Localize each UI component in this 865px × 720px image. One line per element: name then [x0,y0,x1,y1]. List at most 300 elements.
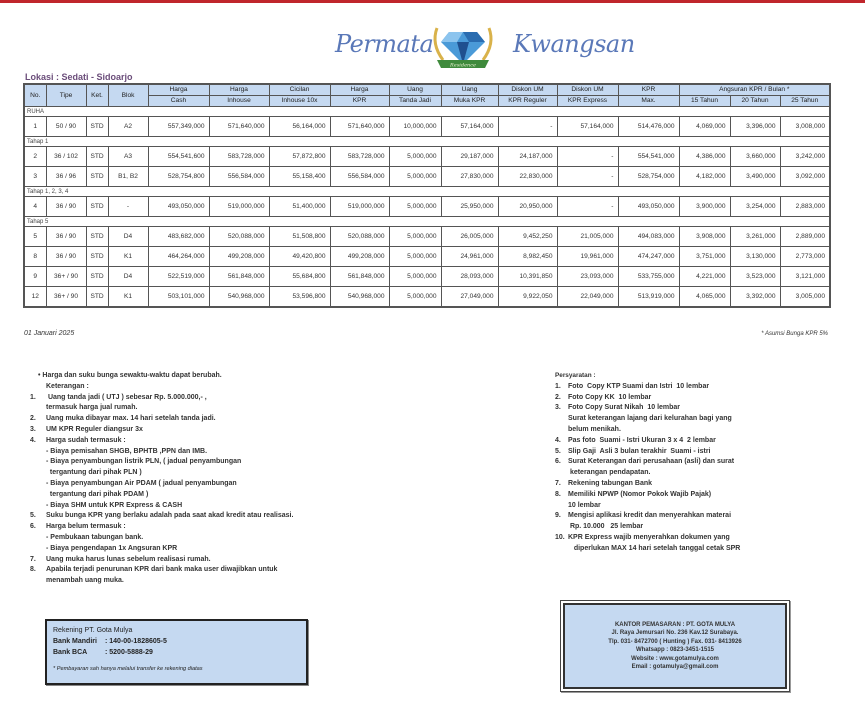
requirement-number [555,501,568,512]
col-subheader-diskon-express: KPR Express [557,96,618,107]
requirement-number [555,522,568,533]
cell-kpr-max: 513,919,000 [618,287,679,307]
note-line [30,436,293,447]
requirement-number: 4. [555,436,561,444]
requirement-line [555,511,740,522]
cell-harga-cash: 503,101,000 [148,287,209,307]
cell-angsuran-25: 3,121,000 [780,267,830,287]
bank-account-title: Rekening PT. Gota Mulya [53,627,133,634]
cell-angsuran-25: 2,773,000 [780,247,830,267]
requirement-text: KPR Express wajib menyerahkan dokumen yang [568,533,730,541]
cell-harga-kpr: 561,848,000 [330,267,389,287]
diamond-logo-icon [423,22,503,74]
cell-cicilan: 51,508,800 [269,227,330,247]
cell-diskon-reguler: 9,922,050 [498,287,557,307]
cell-angsuran-20: 3,392,000 [730,287,780,307]
requirement-number: 1. [555,382,561,390]
cell-angsuran-25: 3,008,000 [780,117,830,137]
requirement-number: 10. [555,533,565,541]
col-subheader-tanda-jadi: Tanda Jadi [389,96,441,107]
cell-harga-kpr: 540,968,000 [330,287,389,307]
col-header-25-tahun: 25 Tahun [780,96,830,107]
col-header-harga-kpr: Harga [330,84,389,96]
cell-tipe: 36 / 96 [46,167,86,187]
cell-diskon-reguler: 8,982,450 [498,247,557,267]
col-header-tanda-jadi: Uang [389,84,441,96]
cell-ket: STD [86,247,108,267]
note-number: 7. [30,555,36,563]
note-text: Uang muka dibayar max. 14 hari setelah tanda jadi. [46,415,216,423]
requirement-text: Foto Copy Surat Nikah 10 lembar [568,404,681,412]
cell-cicilan: 56,164,000 [269,117,330,137]
logo-word-permata: Permata [335,30,434,58]
col-header-cicilan: Cicilan [269,84,330,96]
note-text: - Biaya pemisahan SHGB, BPHTB ,PPN dan IMB. [46,447,208,455]
bank-payment-note: * Pembayaran sah hanya melalui transfer ke rekening diatas [53,666,203,672]
requirement-line [555,468,740,479]
section-row [24,187,830,197]
requirement-line [555,436,740,447]
table-row [24,267,830,287]
location-label: Lokasi : Sedati - Sidoarjo [25,72,133,82]
cell-harga-inhouse: 556,584,000 [209,167,269,187]
cell-angsuran-25: 3,092,000 [780,167,830,187]
cell-muka-kpr: 27,049,000 [441,287,498,307]
cell-tipe: 36+ / 90 [46,267,86,287]
cell-angsuran-25: 2,883,000 [780,197,830,217]
section-row [24,107,830,117]
note-number [30,501,46,512]
note-text: Uang muka harus lunas sebelum realisasi rumah. [46,555,211,563]
note-line [30,447,293,458]
cell-angsuran-15: 3,900,000 [679,197,730,217]
cell-tanda-jadi: 5,000,000 [389,247,441,267]
note-line [30,511,293,522]
requirement-line [555,414,740,425]
cell-cicilan: 49,420,800 [269,247,330,267]
top-accent-bar [0,0,865,3]
cell-diskon-reguler: 9,452,250 [498,227,557,247]
cell-blok: D4 [108,227,148,247]
note-number: 6. [30,523,36,531]
cell-ket: STD [86,117,108,137]
table-row [24,197,830,217]
cell-angsuran-25: 3,242,000 [780,147,830,167]
cell-diskon-reguler: 10,391,850 [498,267,557,287]
note-line [30,468,293,479]
requirement-number: 3. [555,404,561,412]
cell-cicilan: 55,158,400 [269,167,330,187]
note-number [30,468,46,479]
section-title: Tahap 5 [24,217,830,227]
cell-angsuran-20: 3,130,000 [730,247,780,267]
requirement-line [555,479,740,490]
requirement-line [555,490,740,501]
requirement-text: Surat Keterangan dari perusahaan (asli) dan surat [568,458,735,466]
section-row [24,217,830,227]
col-header-15-tahun: 15 Tahun [679,96,730,107]
cell-harga-cash: 554,541,600 [148,147,209,167]
requirement-line [555,522,740,533]
cell-muka-kpr: 28,093,000 [441,267,498,287]
cell-harga-inhouse: 520,088,000 [209,227,269,247]
cell-diskon-express: - [557,147,618,167]
note-line [30,576,293,587]
note-line [30,403,293,414]
cell-angsuran-20: 3,523,000 [730,267,780,287]
bank-mandiri-row [53,636,300,647]
col-header-harga-cash: Harga [148,84,209,96]
note-line [30,565,293,576]
notes-disclaimer: • Harga dan suku bunga sewaktu-waktu dapat berubah. [38,372,222,379]
notes-list [30,393,293,587]
cell-harga-kpr: 583,728,000 [330,147,389,167]
cell-blok: A3 [108,147,148,167]
cell-muka-kpr: 26,005,000 [441,227,498,247]
bank-bca-label: Bank BCA [53,649,88,656]
note-number [30,479,46,490]
requirement-text: keterangan pendapatan. [568,469,651,477]
cell-tanda-jadi: 5,000,000 [389,167,441,187]
cell-angsuran-15: 3,751,000 [679,247,730,267]
cell-angsuran-25: 3,005,000 [780,287,830,307]
note-number [30,447,46,458]
cell-angsuran-20: 3,261,000 [730,227,780,247]
note-number [30,457,46,468]
cell-diskon-express: 23,093,000 [557,267,618,287]
requirement-text: Pas foto Suami - Istri Ukuran 3 x 4 2 lembar [568,436,716,444]
cell-diskon-express: 22,049,000 [557,287,618,307]
requirement-line [555,447,740,458]
requirement-line [555,533,740,544]
bank-mandiri-label: Bank Mandiri [53,638,97,645]
note-number [30,403,46,414]
cell-tanda-jadi: 5,000,000 [389,197,441,217]
note-text: - Biaya pengendapan 1x Angsuran KPR [46,544,178,552]
requirement-number: 8. [555,490,561,498]
cell-harga-kpr: 519,000,000 [330,197,389,217]
cell-harga-inhouse: 561,848,000 [209,267,269,287]
section-title: RUHA [24,107,830,117]
note-number [30,490,46,501]
note-text: - Biaya SHM untuk KPR Express & CASH [46,501,183,509]
note-number: 4. [30,436,36,444]
table-row [24,167,830,187]
cell-angsuran-15: 3,908,000 [679,227,730,247]
cell-tanda-jadi: 5,000,000 [389,287,441,307]
cell-diskon-express: 21,005,000 [557,227,618,247]
note-line [30,533,293,544]
note-number: 1. [30,393,36,401]
note-text: - Biaya penyambungan listrik PLN, ( jadual penyambungan [46,458,242,466]
bank-account-box [45,619,308,685]
col-header-20-tahun: 20 Tahun [730,96,780,107]
cell-angsuran-25: 2,889,000 [780,227,830,247]
note-line [30,393,293,404]
cell-blok: K1 [108,247,148,267]
cell-cicilan: 53,596,800 [269,287,330,307]
requirement-number [555,414,568,425]
cell-ket: STD [86,227,108,247]
cell-ket: STD [86,197,108,217]
price-table-body [24,107,830,307]
requirement-line [555,544,740,555]
note-line [30,414,293,425]
requirement-line [555,457,740,468]
requirement-number: 6. [555,458,561,466]
cell-kpr-max: 533,755,000 [618,267,679,287]
cell-angsuran-20: 3,396,000 [730,117,780,137]
col-subheader-cicilan: Inhouse 10x [269,96,330,107]
note-text: UM KPR Reguler diangsur 3x [46,425,143,433]
col-subheader-muka-kpr: Muka KPR [441,96,498,107]
requirement-text: Rekening tabungan Bank [568,479,653,487]
requirement-text: Surat keterangan lajang dari kelurahan bagi yang [568,415,732,423]
cell-blok: A2 [108,117,148,137]
col-header-ket: Ket. [86,84,108,107]
col-header-angsuran: Angsuran KPR / Bulan * [679,84,830,96]
cell-ket: STD [86,167,108,187]
cell-no: 4 [24,197,46,217]
cell-kpr-max: 554,541,000 [618,147,679,167]
requirement-text: Foto Copy KK 10 lembar [568,393,652,401]
cell-diskon-reguler: 20,950,000 [498,197,557,217]
office-contact-line: Jl. Raya Jemursari No. 236 Kav.12 Surabaya. [611,630,739,636]
cell-muka-kpr: 24,961,000 [441,247,498,267]
requirement-line [555,501,740,512]
requirement-text: belum menikah. [568,425,621,433]
section-title: Tahap 1 [24,137,830,147]
cell-no: 3 [24,167,46,187]
note-text: Harga sudah termasuk : [46,436,126,444]
requirement-line [555,393,740,404]
note-line [30,490,293,501]
col-header-muka-kpr: Uang [441,84,498,96]
section-row [24,137,830,147]
cell-tanda-jadi: 5,000,000 [389,227,441,247]
cell-blok: K1 [108,287,148,307]
note-number: 5. [30,512,36,520]
office-contact-line: Email : gotamulya@gmail.com [631,664,719,670]
col-subheader-harga-inhouse: Inhouse [209,96,269,107]
cell-kpr-max: 514,476,000 [618,117,679,137]
note-text: Uang tanda jadi ( UTJ ) sebesar Rp. 5.000.000,- , [46,393,207,401]
cell-harga-inhouse: 499,208,000 [209,247,269,267]
cell-kpr-max: 493,050,000 [618,197,679,217]
cell-harga-cash: 483,682,000 [148,227,209,247]
interest-assumption-note: * Asumsi Bunga KPR 5% [761,331,828,337]
cell-diskon-reguler: 22,830,000 [498,167,557,187]
cell-no: 12 [24,287,46,307]
cell-harga-kpr: 499,208,000 [330,247,389,267]
cell-tanda-jadi: 10,000,000 [389,117,441,137]
note-text: - Pembukaan tabungan bank. [46,533,144,541]
cell-cicilan: 55,684,800 [269,267,330,287]
note-number [30,544,46,555]
requirements-list [555,382,740,555]
cell-diskon-express: - [557,197,618,217]
requirement-line [555,425,740,436]
col-header-tipe: Tipe [46,84,86,107]
cell-angsuran-20: 3,660,000 [730,147,780,167]
cell-cicilan: 57,872,800 [269,147,330,167]
brand-logo [335,22,635,72]
requirement-text: 10 lembar [568,501,601,509]
cell-no: 8 [24,247,46,267]
office-contact-line: Tlp. 031- 8472700 ( Hunting ) Fax. 031- 8413926 [608,638,742,645]
table-row [24,247,830,267]
cell-angsuran-15: 4,065,000 [679,287,730,307]
note-line [30,479,293,490]
bank-mandiri-number: : 140-00-1828605-5 [105,638,167,645]
cell-harga-inhouse: 571,640,000 [209,117,269,137]
note-line [30,522,293,533]
requirement-number [555,425,568,436]
col-header-no: No. [24,84,46,107]
col-header-harga-inhouse: Harga [209,84,269,96]
cell-harga-kpr: 520,088,000 [330,227,389,247]
price-table [23,83,831,308]
cell-no: 5 [24,227,46,247]
note-text: Harga belum termasuk : [46,523,126,531]
col-subheader-diskon-reguler: KPR Reguler [498,96,557,107]
cell-kpr-max: 528,754,000 [618,167,679,187]
logo-word-kwangsan: Kwangsan [513,30,635,58]
col-subheader-kpr-max: Max. [618,96,679,107]
note-text: - Biaya penyambungan Air PDAM ( jadual penyambungan [46,479,237,487]
note-text: tergantung dari pihak PDAM ) [46,490,149,498]
cell-harga-kpr: 571,640,000 [330,117,389,137]
requirement-text: Mengisi aplikasi kredit dan menyerahkan materai [568,512,732,520]
cell-blok: B1, B2 [108,167,148,187]
cell-angsuran-20: 3,490,000 [730,167,780,187]
cell-kpr-max: 494,083,000 [618,227,679,247]
cell-angsuran-15: 4,221,000 [679,267,730,287]
cell-cicilan: 51,400,000 [269,197,330,217]
marketing-office-box [560,600,790,692]
requirement-number: 7. [555,479,561,487]
requirement-text: Memiliki NPWP (Nomor Pokok Wajib Pajak) [568,490,712,498]
cell-muka-kpr: 25,950,000 [441,197,498,217]
note-line [30,457,293,468]
cell-angsuran-15: 4,182,000 [679,167,730,187]
table-row [24,287,830,307]
requirement-text: Rp. 10.000 25 lembar [568,523,644,531]
cell-tipe: 36+ / 90 [46,287,86,307]
requirements-title: Persyaratan : [555,372,596,379]
col-subheader-harga-kpr: KPR [330,96,389,107]
col-header-kpr-max: KPR [618,84,679,96]
cell-harga-inhouse: 540,968,000 [209,287,269,307]
cell-angsuran-15: 4,386,000 [679,147,730,167]
note-text: Apabila terjadi penurunan KPR dari bank maka user diwajibkan untuk [46,566,278,574]
cell-diskon-express: - [557,167,618,187]
note-text: termasuk harga jual rumah. [46,404,138,412]
marketing-office-info [563,603,787,689]
note-line [30,501,293,512]
requirement-line [555,403,740,414]
requirement-number [555,468,568,479]
cell-blok: D4 [108,267,148,287]
logo-ribbon-text: Residence [449,62,477,69]
note-text: tergantung dari pihak PLN ) [46,469,142,477]
cell-harga-cash: 522,519,000 [148,267,209,287]
requirement-line [555,382,740,393]
cell-harga-cash: 464,264,000 [148,247,209,267]
cell-tipe: 36 / 90 [46,197,86,217]
bank-bca-row [53,647,300,658]
cell-no: 1 [24,117,46,137]
note-text: Suku bunga KPR yang berlaku adalah pada saat akad kredit atau realisasi. [46,512,294,520]
cell-blok: - [108,197,148,217]
notes-heading: Keterangan : [46,382,89,390]
requirement-number: 2. [555,393,561,401]
price-date: 01 Januari 2025 [24,330,75,337]
requirement-text: Slip Gaji Asli 3 bulan terakhir Suami - istri [568,447,711,455]
cell-ket: STD [86,267,108,287]
requirement-number: 9. [555,512,561,520]
cell-muka-kpr: 57,164,000 [441,117,498,137]
table-row [24,117,830,137]
cell-tipe: 36 / 102 [46,147,86,167]
office-contact-line: Whatsapp : 0823-3451-1515 [635,647,715,653]
cell-harga-kpr: 556,584,000 [330,167,389,187]
cell-harga-inhouse: 519,000,000 [209,197,269,217]
cell-muka-kpr: 29,187,000 [441,147,498,167]
cell-no: 2 [24,147,46,167]
office-heading: KANTOR PEMASARAN : PT. GOTA MULYA [614,621,736,628]
cell-ket: STD [86,147,108,167]
requirement-text: diperlukan MAX 14 hari setelah tanggal cetak SPR [568,544,741,552]
note-number: 8. [30,566,36,574]
section-title: Tahap 1, 2, 3, 4 [24,187,830,197]
cell-angsuran-15: 4,069,000 [679,117,730,137]
requirement-number [555,544,568,555]
bank-bca-number: : 5200-5888-29 [105,649,153,656]
requirement-text: Foto Copy KTP Suami dan Istri 10 lembar [568,382,710,390]
note-number [30,533,46,544]
cell-tanda-jadi: 5,000,000 [389,147,441,167]
cell-diskon-reguler: 24,187,000 [498,147,557,167]
office-contact-line: Website : www.gotamulya.com [631,655,719,662]
cell-angsuran-20: 3,254,000 [730,197,780,217]
note-line [30,544,293,555]
cell-kpr-max: 474,247,000 [618,247,679,267]
cell-tipe: 36 / 90 [46,247,86,267]
col-subheader-harga-cash: Cash [148,96,209,107]
note-number: 3. [30,425,36,433]
cell-diskon-express: 19,961,000 [557,247,618,267]
cell-diskon-express: 57,164,000 [557,117,618,137]
cell-ket: STD [86,287,108,307]
cell-tanda-jadi: 5,000,000 [389,267,441,287]
notes-section [30,371,293,587]
cell-diskon-reguler: - [498,117,557,137]
cell-no: 9 [24,267,46,287]
col-header-diskon-reguler: Diskon UM [498,84,557,96]
note-line [30,555,293,566]
note-number: 2. [30,415,36,423]
cell-tipe: 50 / 90 [46,117,86,137]
cell-harga-inhouse: 583,728,000 [209,147,269,167]
table-row [24,147,830,167]
cell-muka-kpr: 27,830,000 [441,167,498,187]
cell-harga-cash: 493,050,000 [148,197,209,217]
note-number [30,576,46,587]
note-line [30,425,293,436]
requirements-section [555,371,740,555]
note-text: menambah uang muka. [46,577,124,585]
